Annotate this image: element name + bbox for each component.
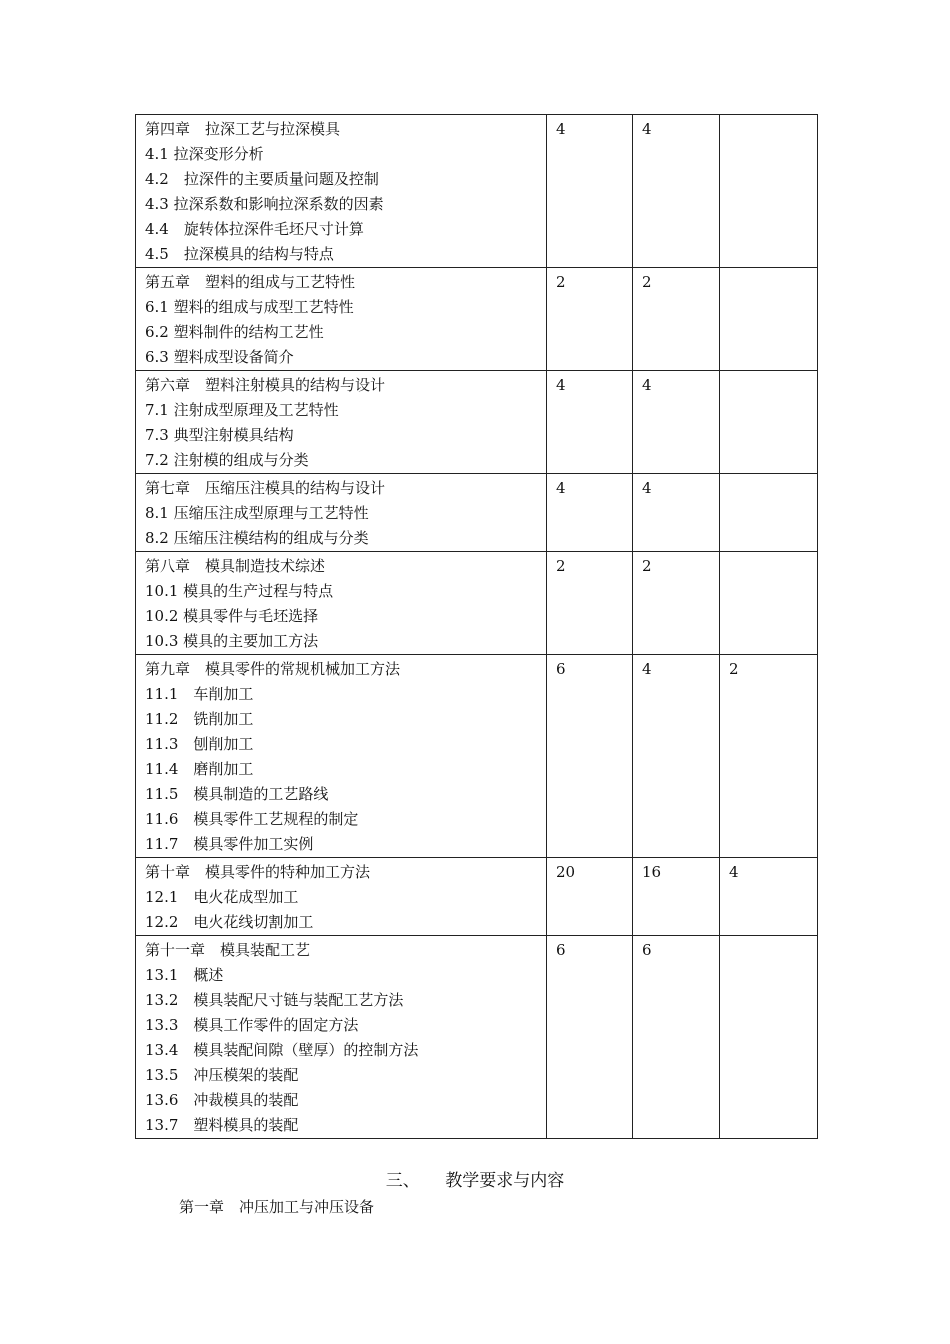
- lab-hours-cell: [720, 655, 818, 858]
- section-item: 13.6 冲裁模具的装配: [145, 1091, 299, 1109]
- section-item: 11.5 模具制造的工艺路线: [145, 785, 329, 803]
- chapter-title: 第五章 塑料的组成与工艺特性: [145, 273, 356, 291]
- section-item: 13.1 概述: [145, 966, 224, 984]
- lab-hours-value: [729, 117, 817, 142]
- section-item: 13.4 模具装配间隙（壁厚）的控制方法: [145, 1041, 419, 1059]
- lecture-hours-cell: [633, 474, 720, 552]
- lab-hours-value: [729, 476, 817, 501]
- section-item: 4.4 旋转体拉深件毛坯尺寸计算: [145, 220, 364, 238]
- lecture-hours-value: 6: [642, 941, 652, 959]
- section-item: 4.1 拉深变形分析: [145, 145, 264, 163]
- section-item: 10.3 模具的主要加工方法: [145, 632, 319, 650]
- section-item: 13.7 塑料模具的装配: [145, 1116, 299, 1134]
- table-row: [136, 858, 818, 936]
- chapter-title: 第四章 拉深工艺与拉深模具: [145, 120, 341, 138]
- total-hours-cell: [547, 474, 633, 552]
- section-item: 4.5 拉深模具的结构与特点: [145, 245, 334, 263]
- chapter-content-cell: [136, 371, 547, 474]
- lab-hours-value: [729, 270, 817, 295]
- total-hours-cell: [547, 371, 633, 474]
- syllabus-hours-table: [135, 114, 818, 1139]
- total-hours-cell: [547, 268, 633, 371]
- total-hours-value: 4: [556, 376, 566, 394]
- section-item: 6.1 塑料的组成与成型工艺特性: [145, 298, 354, 316]
- chapter-content-cell: [136, 115, 547, 268]
- lecture-hours-value: 4: [642, 479, 652, 497]
- table-row: [136, 655, 818, 858]
- table-row: [136, 474, 818, 552]
- section-item: 6.3 塑料成型设备简介: [145, 348, 294, 366]
- lab-hours-cell: [720, 858, 818, 936]
- section-item: 8.1 压缩压注成型原理与工艺特性: [145, 504, 369, 522]
- lab-hours-cell: [720, 115, 818, 268]
- lecture-hours-value: 2: [642, 557, 652, 575]
- section-item: 13.5 冲压模架的装配: [145, 1066, 299, 1084]
- chapter-content-cell: [136, 552, 547, 655]
- chapter-title: 第八章 模具制造技术综述: [145, 557, 326, 575]
- section-item: 10.1 模具的生产过程与特点: [145, 582, 334, 600]
- chapter-content-cell: [136, 936, 547, 1139]
- section-item: 11.2 铣削加工: [145, 710, 254, 728]
- lecture-hours-cell: [633, 268, 720, 371]
- table-row: [136, 936, 818, 1139]
- lecture-hours-cell: [633, 936, 720, 1139]
- section-item: 11.3 刨削加工: [145, 735, 254, 753]
- chapter-title: 第七章 压缩压注模具的结构与设计: [145, 479, 386, 497]
- total-hours-value: 2: [556, 557, 566, 575]
- section-item: 7.2 注射模的组成与分类: [145, 451, 309, 469]
- section-item: 11.6 模具零件工艺规程的制定: [145, 810, 359, 828]
- total-hours-cell: [547, 858, 633, 936]
- table-row: [136, 552, 818, 655]
- section-heading: 三、 教学要求与内容: [385, 1171, 565, 1191]
- total-hours-cell: [547, 115, 633, 268]
- total-hours-value: 4: [556, 120, 566, 138]
- lecture-hours-cell: [633, 552, 720, 655]
- lab-hours-cell: [720, 936, 818, 1139]
- lab-hours-cell: [720, 474, 818, 552]
- lecture-hours-value: 2: [642, 273, 652, 291]
- lecture-hours-cell: [633, 371, 720, 474]
- lab-hours-value: [729, 373, 817, 398]
- total-hours-value: 4: [556, 479, 566, 497]
- lab-hours-cell: [720, 371, 818, 474]
- lab-hours-value: 2: [729, 660, 739, 678]
- table-row: [136, 371, 818, 474]
- section-item: 11.7 模具零件加工实例: [145, 835, 314, 853]
- table-row: [136, 268, 818, 371]
- section-item: 11.4 磨削加工: [145, 760, 254, 778]
- section-item: 7.1 注射成型原理及工艺特性: [145, 401, 339, 419]
- section-item: 4.2 拉深件的主要质量问题及控制: [145, 170, 379, 188]
- total-hours-value: 6: [556, 660, 566, 678]
- chapter-title: 第十章 模具零件的特种加工方法: [145, 863, 371, 881]
- lecture-hours-cell: [633, 115, 720, 268]
- chapter-subheading: 第一章 冲压加工与冲压设备: [179, 1198, 375, 1216]
- chapter-title: 第六章 塑料注射模具的结构与设计: [145, 376, 386, 394]
- lecture-hours-value: 4: [642, 660, 652, 678]
- lab-hours-cell: [720, 268, 818, 371]
- lecture-hours-value: 4: [642, 376, 652, 394]
- total-hours-cell: [547, 655, 633, 858]
- section-item: 10.2 模具零件与毛坯选择: [145, 607, 319, 625]
- chapter-content-cell: [136, 655, 547, 858]
- chapter-content-cell: [136, 268, 547, 371]
- section-item: 12.1 电火花成型加工: [145, 888, 299, 906]
- total-hours-value: 2: [556, 273, 566, 291]
- section-item: 7.3 典型注射模具结构: [145, 426, 294, 444]
- total-hours-cell: [547, 552, 633, 655]
- chapter-title: 第十一章 模具装配工艺: [145, 941, 311, 959]
- section-item: 13.2 模具装配尺寸链与装配工艺方法: [145, 991, 404, 1009]
- table-row: [136, 115, 818, 268]
- lecture-hours-value: 16: [642, 863, 662, 881]
- lecture-hours-cell: [633, 858, 720, 936]
- chapter-content-cell: [136, 474, 547, 552]
- section-item: 12.2 电火花线切割加工: [145, 913, 314, 931]
- total-hours-value: 6: [556, 941, 566, 959]
- section-item: 11.1 车削加工: [145, 685, 254, 703]
- lab-hours-value: 4: [729, 863, 739, 881]
- lab-hours-cell: [720, 552, 818, 655]
- lab-hours-value: [729, 554, 817, 579]
- total-hours-cell: [547, 936, 633, 1139]
- syllabus-table-body: [136, 115, 818, 1139]
- lab-hours-value: [729, 938, 817, 963]
- section-item: 6.2 塑料制件的结构工艺性: [145, 323, 324, 341]
- chapter-title: 第九章 模具零件的常规机械加工方法: [145, 660, 401, 678]
- total-hours-value: 20: [556, 863, 576, 881]
- lecture-hours-cell: [633, 655, 720, 858]
- section-item: 8.2 压缩压注模结构的组成与分类: [145, 529, 369, 547]
- section-item: 13.3 模具工作零件的固定方法: [145, 1016, 359, 1034]
- section-item: 4.3 拉深系数和影响拉深系数的因素: [145, 195, 384, 213]
- lecture-hours-value: 4: [642, 120, 652, 138]
- chapter-content-cell: [136, 858, 547, 936]
